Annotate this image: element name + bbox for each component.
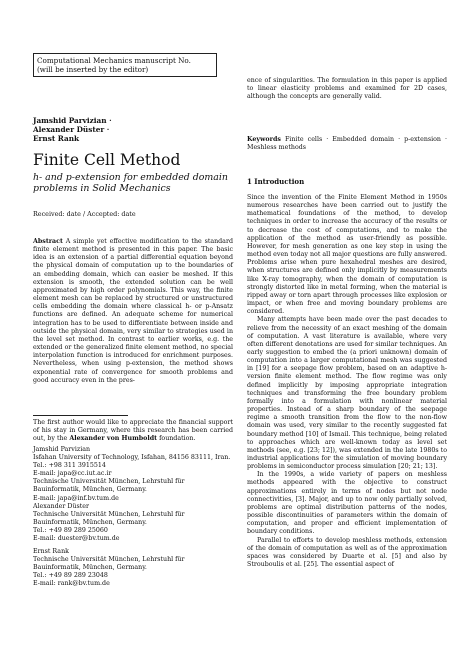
footnote-rule [33, 415, 128, 416]
abstract-continuation: ence of singularities. The formulation in this paper is applied to linear elasticity problems and examined for 2D cases, although the concepts are generally valid. [247, 77, 447, 101]
footnote-text-after: foundation. [159, 435, 196, 443]
paragraph: In the 1990s, a wide variety of papers on meshless methods appeared with the objective to construct approximations entirely in terms of nodes but not node connectivities, [3]. Major, and up to now only partially solved, problems are optimal distribution patterns of the nodes, possible discontinuities of parameters within the domain of computation, and proper and efficient implementation of boundary conditions. [247, 471, 447, 536]
manuscript-notice-box [33, 53, 217, 77]
abstract [33, 238, 233, 385]
section-body [247, 194, 447, 569]
abstract-label: Abstract [33, 238, 63, 245]
affiliation-line: E-mail: duester@bv.tum.de [33, 535, 120, 543]
affiliation-name: Jamshid Parvizian [33, 446, 91, 453]
affiliation-parvizian [33, 446, 233, 503]
section-heading: 1 Introduction [247, 177, 305, 186]
received-date: Received: date / Accepted: date [33, 210, 136, 218]
footnote [33, 419, 233, 443]
author-list [33, 116, 112, 144]
affiliation-rank [33, 548, 233, 588]
paper-subtitle: h- and p-extension for embedded domain problems in Solid Mechanics [33, 172, 228, 195]
footnote-foundation: Alexander von Humboldt [69, 435, 158, 443]
author-1: Jamshid Parvizian · [33, 116, 112, 125]
paper-title: Finite Cell Method [33, 151, 181, 169]
paragraph: Since the invention of the Finite Element Method in 1950s numerous researches have been carried out to justify the mathematical foundations of the method, to develop techniques in order to increase the accuracy of the results or to decrease the cost of computations, and to make the application of the method as user-friendly as possible. However, for mesh generation as one key step in using the method even today not all major questions are fully answered. Problems arise when pure hexahedral meshes are desired, when structures are defined only implicitly by measurements like X-ray tomography, when the domain of computation is strongly distorted like in metal forming, when the material is ripped away or torn apart through processes like explosion or impact, or when free and moving boundary problems are considered. [247, 194, 447, 316]
abstract-text: A simple yet effective modification to the standard finite element method is presented in this paper. The basic idea is an extension of a partial differential equation beyond the physical domain of computation up to the boundaries of an embedding domain, which can easier be meshed. If this extension is smooth, the extended solution can be well approximated by high order polynomials. This way, the finite element mesh can be replaced by structured or unstructured cells embedding the domain where classical h- or p-Ansatz functions are defined. An adequate scheme for numerical integration has to be used to differentiate between inside and outside the physical domain, very similar to strategies used in the level set method. In contrast to earlier works, e.g. the extended or the generalized finite element method, no special interpolation function is introduced for enrichment purposes. Nevertheless, when using p-extension, the method shows exponential rate of convergence for smooth problems and good accuracy even in the pres- [33, 238, 233, 384]
keywords-label: Keywords [247, 136, 281, 143]
keywords [247, 136, 447, 152]
manuscript-line-1: Computational Mechanics manuscript No. [37, 56, 191, 65]
affiliation-line: E-mail: japa@inf.bv.tum.de [33, 494, 119, 502]
author-2: Alexander Düster · [33, 125, 110, 135]
paragraph: Parallel to efforts to develop meshless methods, extension of the domain of computation as well as of the approximation spaces was considered by Duarte et al. [5] and also by Strouboulis et al. [25]. The essential aspect of [247, 536, 447, 569]
manuscript-line-2: (will be inserted by the editor) [37, 65, 149, 74]
affiliation-line: E-mail: rank@bv.tum.de [33, 580, 110, 588]
affiliation-duester [33, 503, 233, 543]
affiliation-line: Technische Universität München, Lehrstuhl für Bauinformatik, München, Germany. [33, 556, 185, 572]
affiliation-line: Tel.: +98 311 3915514 [33, 462, 106, 470]
affiliation-line: E-mail: japa@cc.iut.ac.ir [33, 470, 112, 478]
paragraph: Many attempts have been made over the past decades to relieve from the necessity of an exact meshing of the domain of computation. A vast literature is available, where very often different denotations are used for similar techniques. An early suggestion to embed the (a priori unknown) domain of computation into a larger computational mesh was suggested in [19] for a seepage flow problem, based on an adaptive h-version finite element method. The flow regime was only defined implicitly by imposing appropriate integration techniques and transforming the free boundary problem formally into a formulation with nonlinear material properties. Instead of a sharp boundary of the seepage regime a smooth transition from the flow to the non-flow domain was used, very similar to the recently suggested fat boundary method [10] of Ismail. This technique, being related to approaches which are well-known today as level set methods (see, e.g. [23; 12]), was extended in the late 1980s to industrial applications for the simulation of moving boundary problems in semiconductor process simulation [20; 21; 13]. [247, 316, 447, 471]
affiliation-line: Technische Universität München, Lehrstuhl für Bauinformatik, München, Germany. [33, 511, 185, 527]
affiliation-line: Tel.: +49 89 289 25060 [33, 527, 108, 535]
keywords-text: Finite cells · Embedded domain · p-extension · Meshless methods [247, 136, 447, 152]
author-3: Ernst Rank [33, 134, 80, 144]
affiliation-line: Technische Universität München, Lehrstuhl für Bauinformatik, München, Germany. [33, 478, 185, 494]
affiliation-line: Tel.: +49 89 289 23048 [33, 572, 108, 580]
affiliation-line: Isfahan University of Technology, Isfahan, 84156 83111, Iran. [33, 454, 231, 462]
affiliation-name: Ernst Rank [33, 548, 69, 555]
footnote-text-before: The first author would like to appreciate the financial support of his stay in Germany, where this research has been carried out, by the [33, 419, 233, 443]
affiliation-name: Alexander Düster [33, 503, 90, 510]
